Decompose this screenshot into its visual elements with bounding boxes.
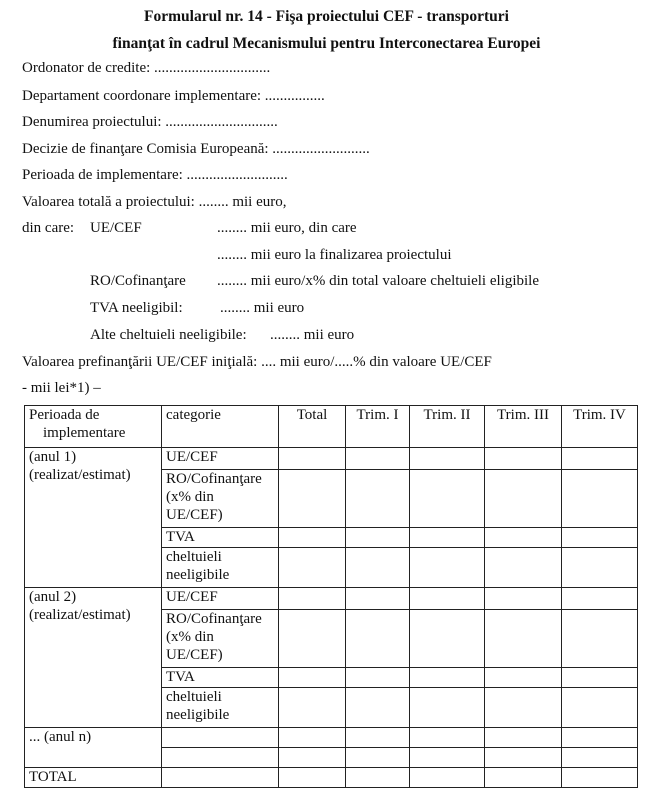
cell [410,748,485,768]
cell [346,548,410,588]
cell [485,688,562,728]
cell [410,768,485,788]
unit-label: - mii lei*1) – [22,380,101,396]
cat-tva: TVA [162,668,279,688]
table-row [25,588,638,610]
cell [410,610,485,668]
din-care-label: din care: [22,220,75,236]
cell [162,728,279,748]
cat-ro [162,470,279,528]
cat-ro-line2: (x% din [166,489,214,505]
header-trim2: Trim. II [410,406,485,448]
cell [485,728,562,748]
cell [562,748,638,768]
ro-cofinantare-label: RO/Cofinanţare [90,273,186,289]
year1-label: (anul 1) [29,449,77,465]
cat-cheltuieli [162,548,279,588]
cat-ro [162,610,279,668]
cell [485,768,562,788]
header-perioada [25,406,162,448]
cell [346,728,410,748]
cat-ro-line2: (x% din [166,629,214,645]
cell [410,688,485,728]
form-title-line1: Formularul nr. 14 - Fişa proiectului CEF - transporturi [144,8,509,25]
total-label: TOTAL [25,768,162,788]
cell [410,548,485,588]
cell [562,688,638,728]
cell [346,448,410,470]
cell [562,728,638,748]
cell [410,588,485,610]
cat-cheltuieli-line1: cheltuieli [166,549,222,565]
header-perioada-line2: implementare [43,425,126,441]
cell [562,470,638,528]
finalizare-value: ........ mii euro la finalizarea proiectului [217,247,452,263]
cell [279,688,346,728]
cell [410,728,485,748]
cell [346,470,410,528]
cell [279,748,346,768]
cell [346,528,410,548]
cell [279,470,346,528]
cell [485,610,562,668]
cat-cheltuieli-line2: neeligibile [166,707,230,723]
cell [346,588,410,610]
alte-label: Alte cheltuieli neeligibile: [90,327,247,343]
header-trim3: Trim. III [485,406,562,448]
cell [279,610,346,668]
cat-cheltuieli-line2: neeligibile [166,567,230,583]
tva-label: TVA neeligibil: [90,300,183,316]
cell [346,668,410,688]
cell [162,768,279,788]
cell [346,610,410,668]
cell [485,748,562,768]
cell [346,768,410,788]
perioada-field: Perioada de implementare: ........................... [22,167,288,183]
cell [410,528,485,548]
yearn-cell: ... (anul n) [25,728,162,768]
ro-cofinantare-value: ........ mii euro/x% din total valoare cheltuieli eligibile [217,273,539,289]
cell [485,470,562,528]
cell [562,448,638,470]
departament-field: Departament coordonare implementare: ................ [22,88,325,104]
cat-tva: TVA [162,528,279,548]
year2-cell [25,588,162,728]
cat-ue: UE/CEF [162,588,279,610]
year1-status: (realizat/estimat) [29,467,131,483]
cat-ue: UE/CEF [162,448,279,470]
cell [346,688,410,728]
total-row [25,768,638,788]
alte-value: ........ mii euro [270,327,355,343]
cell [562,528,638,548]
cat-ro-line3: UE/CEF) [166,507,223,523]
cell [485,448,562,470]
cell [410,668,485,688]
implementation-table [24,405,638,788]
cell [562,610,638,668]
cell [485,528,562,548]
cell [410,470,485,528]
cell [162,748,279,768]
header-total: Total [279,406,346,448]
cell [562,588,638,610]
cell [279,768,346,788]
form-title-line2: finanţat în cadrul Mecanismului pentru Interconectarea Europei [112,35,541,52]
cell [279,668,346,688]
cell [562,668,638,688]
header-categorie: categorie [162,406,279,448]
decizie-field: Decizie de finanţare Comisia Europeană: .......................... [22,141,370,157]
cell [410,448,485,470]
cell [279,528,346,548]
cell [485,668,562,688]
cell [279,448,346,470]
tva-value: ........ mii euro [220,300,305,316]
ue-cef-label: UE/CEF [90,220,142,236]
cat-ro-line1: RO/Cofinanţare [166,611,262,627]
prefinantare-field: Valoarea prefinanţării UE/CEF iniţială: .... mii euro/.....% din valoare UE/CEF [22,354,492,370]
header-perioada-line1: Perioada de [29,407,100,423]
valoare-totala-field: Valoarea totală a proiectului: ........ mii euro, [22,194,287,210]
cat-ro-line1: RO/Cofinanţare [166,471,262,487]
cat-ro-line3: UE/CEF) [166,647,223,663]
cat-cheltuieli-line1: cheltuieli [166,689,222,705]
header-trim4: Trim. IV [562,406,638,448]
ordonator-field: Ordonator de credite: ............................... [22,60,271,76]
table-row [25,728,638,748]
cell [562,768,638,788]
cell [562,548,638,588]
header-trim1: Trim. I [346,406,410,448]
year1-cell [25,448,162,588]
year2-status: (realizat/estimat) [29,607,131,623]
cell [485,588,562,610]
cat-cheltuieli [162,688,279,728]
cell [279,728,346,748]
cell [485,548,562,588]
year2-label: (anul 2) [29,589,77,605]
cell [279,548,346,588]
denumire-field: Denumirea proiectului: .............................. [22,114,278,130]
ue-cef-value: ........ mii euro, din care [217,220,357,236]
cell [346,748,410,768]
cell [279,588,346,610]
table-row [25,448,638,470]
table-header-row [25,406,638,448]
